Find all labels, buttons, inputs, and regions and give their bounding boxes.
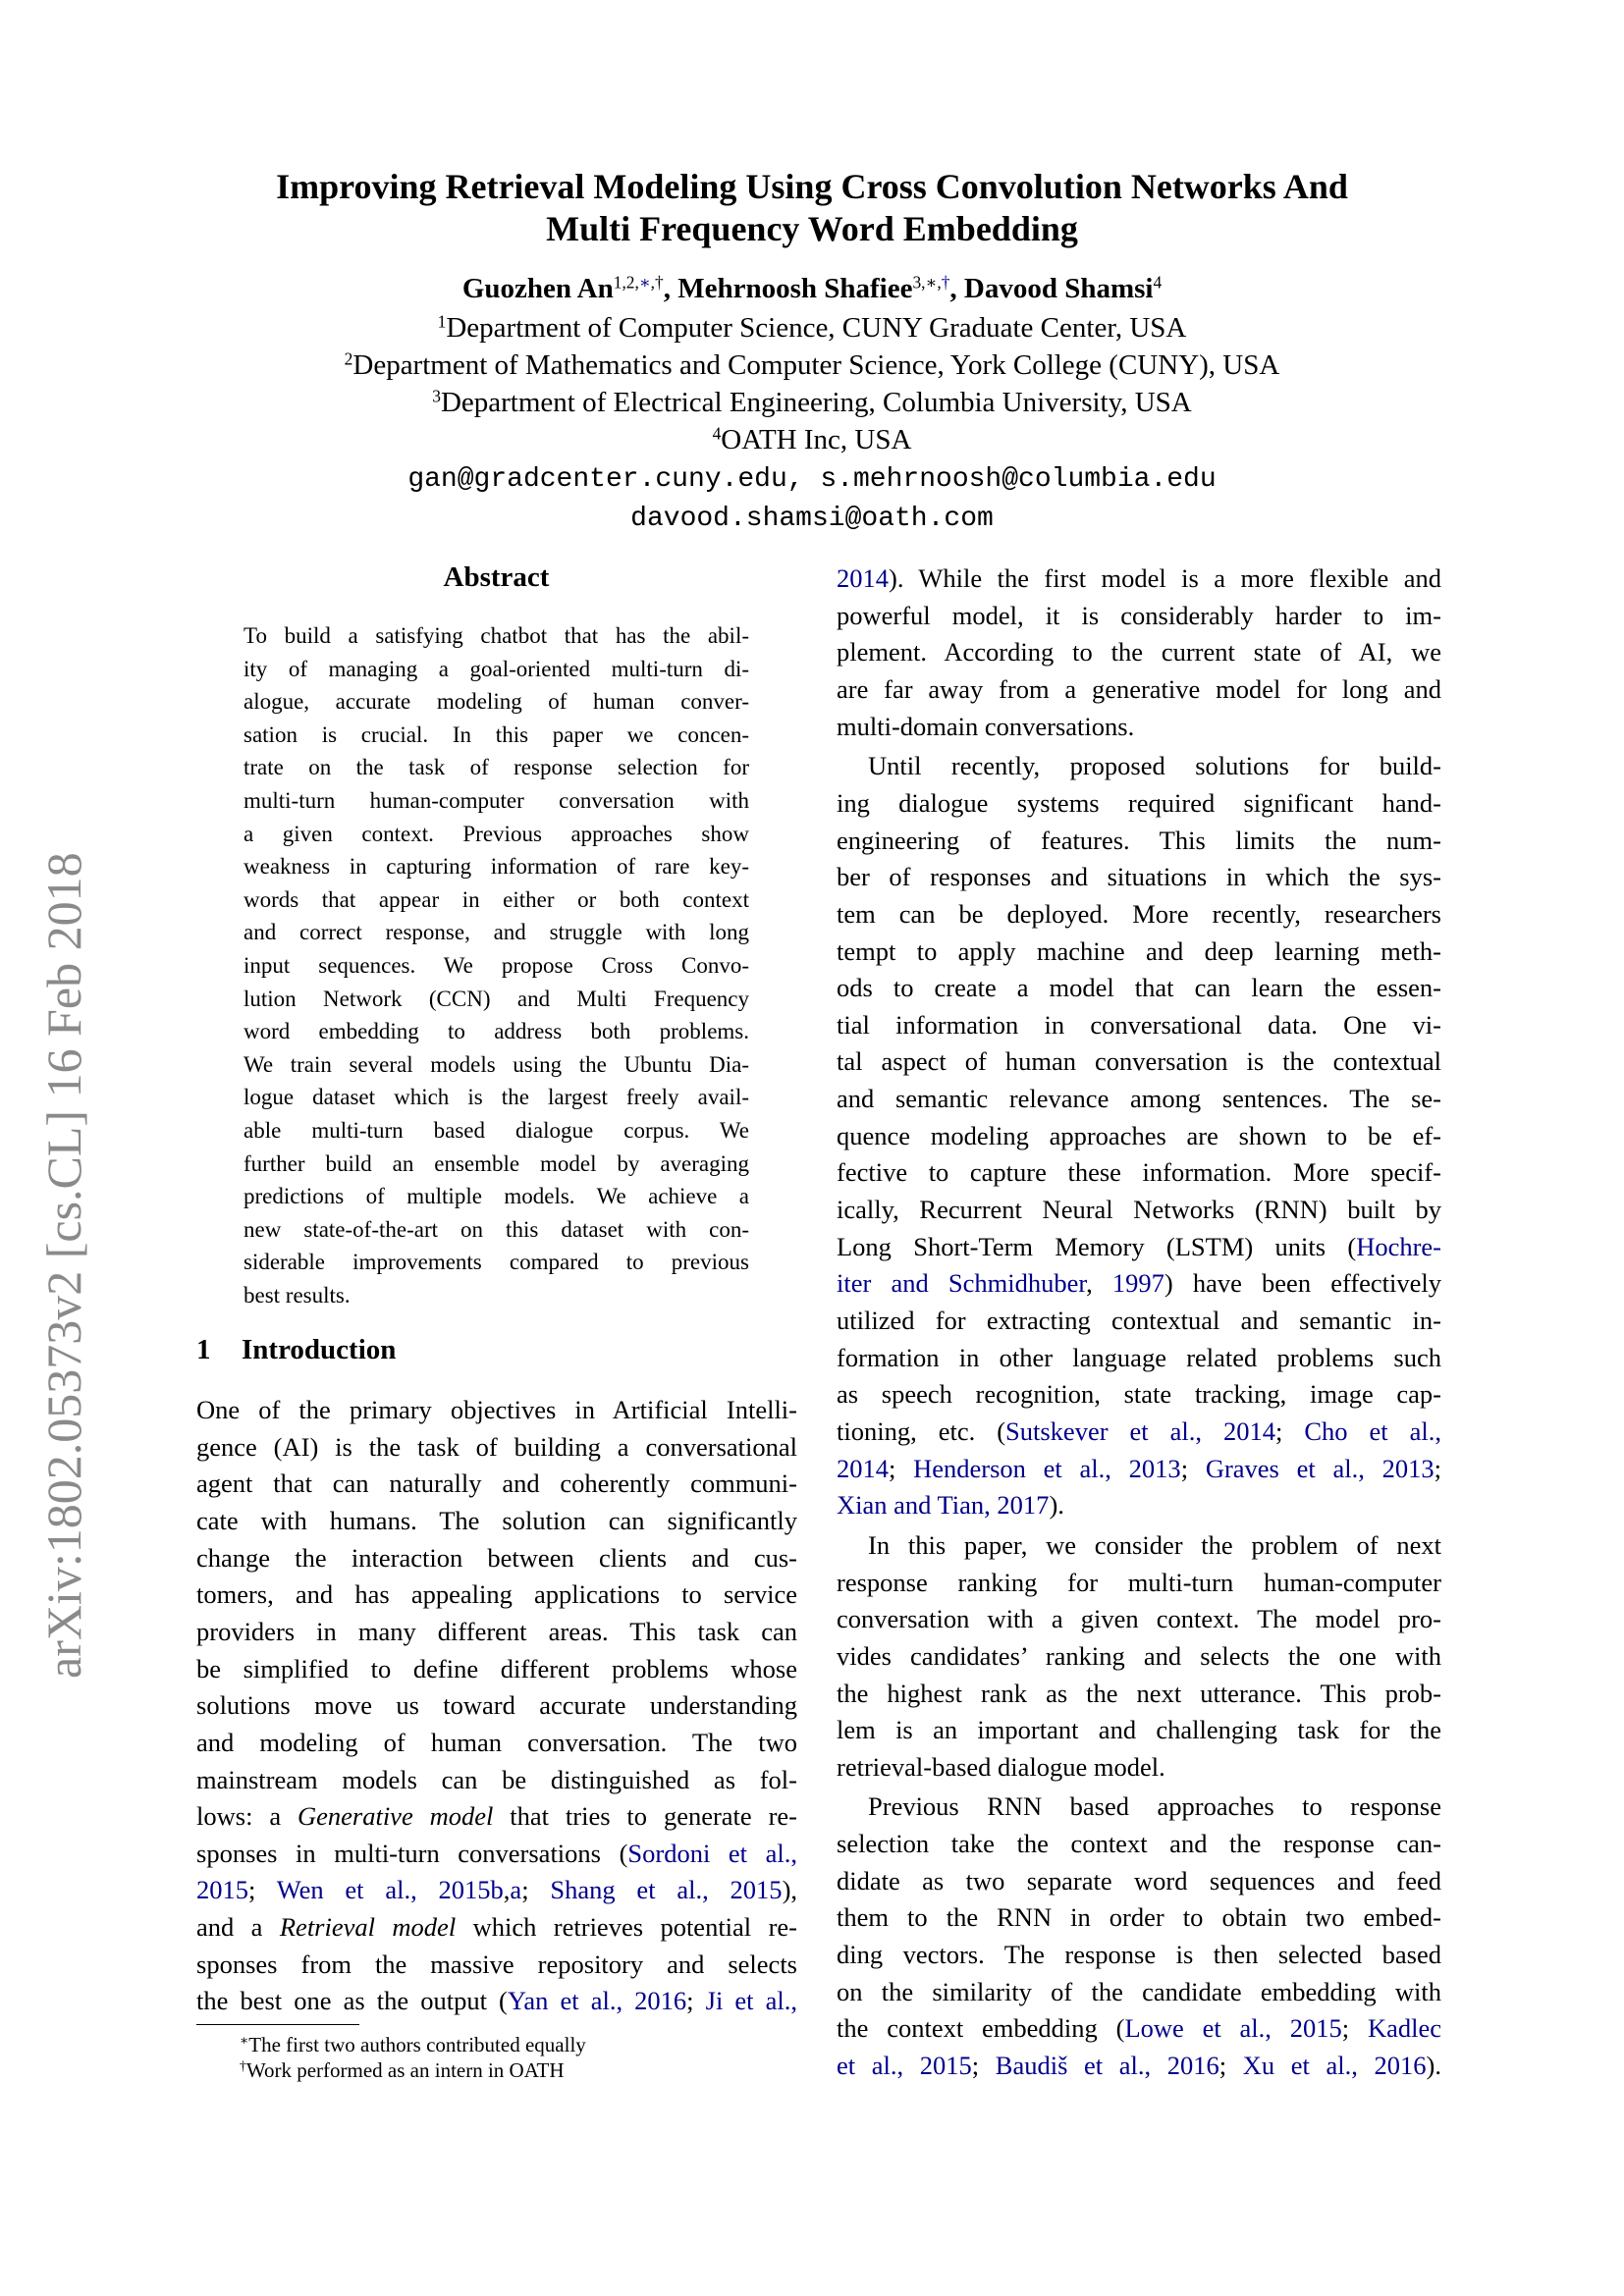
text-line — [837, 1415, 1441, 1447]
abstract-line: We train several models using the Ubuntu Dia- — [244, 1051, 749, 1077]
text-segment: sponses in multi-turn conversations ( — [196, 1838, 628, 1868]
text-line — [837, 636, 1441, 667]
text-segment: conversation with a given context. The model pro- — [837, 1604, 1441, 1634]
affiliation-3: $^3$Department of Electrical Engineering, Columbia University, USA — [432, 386, 1192, 418]
text-segment: ; — [971, 2051, 996, 2080]
author-affiliation-marks: 3,∗,† — [912, 272, 950, 293]
email-line-1: gan@gradcenter.cuny.edu, s.mehrnoosh@columbia.edu — [407, 464, 1217, 495]
paper-title-line-2: Multi Frequency Word Embedding — [546, 209, 1078, 248]
text-segment: ; — [521, 1875, 551, 1905]
citation-link[interactable]: 2014 — [837, 1453, 889, 1483]
abstract-heading: Abstract — [443, 561, 550, 593]
text-segment: lows: a — [196, 1801, 298, 1832]
text-segment: Long Short-Term Memory (LSTM) units ( — [837, 1231, 1357, 1261]
text-line — [837, 1529, 1441, 1561]
text-line — [837, 1790, 1441, 1822]
author-affiliation-marks: 4 — [1153, 272, 1163, 293]
text-segment: cate with humans. The solution can significantly — [196, 1505, 797, 1535]
text-line — [837, 1083, 1441, 1114]
abstract-line: a given context. Previous approaches show — [244, 821, 749, 846]
text-line — [837, 1939, 1441, 1970]
citation-link[interactable]: Kadlec — [1367, 2013, 1442, 2044]
text-line — [837, 1305, 1441, 1336]
text-line — [196, 1764, 797, 1795]
text-segment: ; — [1274, 1415, 1305, 1446]
text-line — [837, 562, 1441, 594]
text-line — [196, 1542, 797, 1574]
text-line — [837, 1231, 1441, 1262]
text-line — [837, 972, 1441, 1003]
footnote-2: †Work performed as an intern in OATH — [240, 2058, 565, 2082]
abstract-line: words that appear in either or both context — [244, 886, 749, 912]
text-line — [196, 1505, 797, 1536]
abstract-line: siderable improvements compared to previous — [244, 1250, 749, 1275]
abstract-line: word embedding to address both problems. — [244, 1019, 749, 1044]
text-segment: on the similarity of the candidate embedding with — [837, 1976, 1441, 2006]
text-line — [837, 898, 1441, 930]
text-line — [837, 1194, 1441, 1225]
text-line — [837, 825, 1441, 856]
text-segment: , — [1086, 1268, 1112, 1299]
text-segment: tal aspect of human conversation is the contextual — [837, 1046, 1441, 1077]
text-segment: change the interaction between clients and cus- — [196, 1542, 797, 1573]
affiliation-1: $^1$Department of Computer Science, CUNY Graduate Center, USA — [437, 311, 1187, 344]
author-name: Davood Shamsi — [963, 273, 1154, 304]
text-line — [837, 1603, 1441, 1634]
text-segment: tempt to apply machine and deep learning meth- — [837, 935, 1441, 966]
text-segment: plement. According to the current state of AI, we — [837, 637, 1441, 667]
citation-link[interactable]: 2015 — [196, 1875, 248, 1905]
paper-title-line-1: Improving Retrieval Modeling Using Cross Convolution Networks And — [276, 167, 1348, 206]
text-line — [837, 750, 1441, 781]
text-segment: ically, Recurrent Neural Networks (RNN) built by — [837, 1195, 1441, 1225]
text-line — [196, 1949, 797, 1980]
text-segment: them to the RNN in order to obtain two embed- — [837, 1902, 1441, 1933]
abstract-line: able multi-turn based dialogue corpus. We — [244, 1118, 749, 1143]
abstract-line: and correct response, and struggle with long — [244, 920, 749, 945]
citation-link[interactable]: Baudiš et al., 2016 — [995, 2051, 1219, 2080]
abstract-line: best results. — [244, 1283, 351, 1308]
text-line — [837, 1453, 1441, 1484]
citation-link[interactable]: a — [510, 1875, 522, 1905]
text-line — [837, 1828, 1441, 1859]
citation-link[interactable]: Graves et al., 2013 — [1205, 1453, 1435, 1483]
citation-link[interactable]: Sordoni et al., — [627, 1838, 797, 1868]
text-line — [837, 1009, 1441, 1041]
text-line — [196, 1394, 797, 1425]
text-line — [837, 673, 1441, 705]
affiliation-2: $^2$Department of Mathematics and Computer Science, York College (CUNY), USA — [344, 348, 1280, 381]
author-list: Guozhen $An^{1,2,∗,\dagger}$, Mehrnoosh Shafiee$^{3,∗,\dagger}$, Davood Shamsi$^4$ — [461, 272, 1163, 304]
text-segment: tial information in conversational data. One vi- — [837, 1009, 1441, 1040]
text-segment: the best one as the output ( — [196, 1986, 508, 2016]
citation-link[interactable]: Shang et al., 2015 — [550, 1875, 783, 1905]
text-line — [196, 1578, 797, 1610]
text-segment: tomers, and has appealing applications to service — [196, 1579, 797, 1610]
text-segment: utilized for extracting contextual and semantic in- — [837, 1306, 1441, 1335]
text-line — [196, 1911, 797, 1943]
text-line — [837, 1567, 1441, 1598]
text-segment: tioning, etc. ( — [837, 1415, 1006, 1446]
text-segment: the highest rank as the next utterance. This prob- — [837, 1678, 1441, 1708]
text-line — [837, 1865, 1441, 1896]
text-line — [837, 1045, 1441, 1077]
text-segment: ; — [1341, 2013, 1368, 2044]
text-segment: fective to capture these information. More specif- — [837, 1157, 1441, 1188]
text-segment: ) have been effectively — [1164, 1268, 1442, 1299]
text-line — [196, 1468, 797, 1499]
abstract-line: alogue, accurate modeling of human conver- — [244, 689, 749, 715]
author-affiliation-marks: 1,2,∗,† — [613, 272, 664, 293]
text-segment: mainstream models can be distinguished as fol- — [196, 1764, 797, 1794]
citation-link[interactable]: Cho et al., — [1304, 1415, 1441, 1446]
text-segment: didate as two separate word sequences and feed — [837, 1865, 1441, 1896]
citation-link[interactable]: Sutskever et al., 2014 — [1005, 1415, 1275, 1446]
text-line — [196, 1616, 797, 1647]
text-segment: vides candidates’ ranking and selects the one with — [837, 1640, 1441, 1671]
text-line — [837, 1751, 1441, 1783]
text-line — [196, 1985, 797, 2016]
citation-link[interactable]: Yan et al., 2016 — [507, 1986, 687, 2016]
abstract-line: logue dataset which is the largest freely avail- — [244, 1085, 749, 1110]
text-segment: be simplified to define different problems whose — [196, 1653, 797, 1683]
text-line — [196, 1431, 797, 1463]
citation-link[interactable]: Xian and Tian, 2017 — [837, 1490, 1050, 1521]
emphasis-text: Retrieval model — [279, 1912, 457, 1943]
text-segment: and a — [196, 1912, 280, 1943]
emphasis-text: Generative model — [297, 1801, 494, 1832]
citation-link[interactable]: 1997 — [1111, 1268, 1164, 1299]
citation-link[interactable]: iter and Schmidhuber — [837, 1268, 1087, 1299]
text-segment: retrieval-based dialogue model. — [837, 1751, 1165, 1782]
text-line — [837, 2012, 1441, 2044]
text-segment: Previous RNN based approaches to response — [868, 1791, 1441, 1822]
text-segment: In this paper, we consider the problem of next — [868, 1529, 1441, 1560]
text-segment: ; — [1180, 1453, 1206, 1483]
text-segment: tem can be deployed. More recently, researchers — [837, 898, 1441, 929]
text-segment: the context embedding ( — [837, 2013, 1125, 2044]
arxiv-stamp: arXiv:1802.05373v2 [cs.CL] 16 Feb 2018 — [36, 852, 91, 1679]
text-line — [837, 711, 1441, 742]
text-segment: which retrieves potential re- — [456, 1912, 797, 1943]
footnote-link[interactable]: † — [941, 272, 950, 293]
text-line — [837, 861, 1441, 892]
text-line — [837, 1714, 1441, 1745]
text-line — [837, 1901, 1441, 1933]
citation-link[interactable]: Lowe et al., 2015 — [1124, 2013, 1342, 2044]
text-line — [837, 1678, 1441, 1709]
citation-link[interactable]: et al., 2015 — [837, 2051, 972, 2080]
footnote-link[interactable]: ∗ — [638, 272, 651, 293]
abstract-line: further build an ensemble model by averaging — [244, 1150, 749, 1176]
text-segment: selection take the context and the response can- — [837, 1829, 1441, 1859]
text-segment: powerful model, it is considerably harder to im- — [837, 600, 1441, 630]
text-segment: sponses from the massive repository and selects — [196, 1949, 797, 1979]
text-segment: ; — [1218, 2051, 1243, 2080]
text-segment: ing dialogue systems required significant hand- — [837, 787, 1441, 818]
citation-link[interactable]: Xu et al., 2016 — [1242, 2051, 1427, 2080]
abstract-line: input sequences. We propose Cross Convo- — [244, 953, 749, 978]
text-line — [837, 1120, 1441, 1151]
text-segment: ; — [889, 1453, 914, 1483]
text-segment: and semantic relevance among sentences. The se- — [837, 1084, 1441, 1114]
abstract-line: predictions of multiple models. We achieve a — [244, 1184, 749, 1209]
text-line — [837, 935, 1441, 967]
text-line — [837, 1489, 1441, 1521]
text-segment: are far away from a generative model for long and — [837, 673, 1441, 704]
abstract-line: lution Network (CCN) and Multi Frequency — [244, 986, 749, 1011]
section-title: Introduction — [242, 1334, 397, 1365]
text-segment: Until recently, proposed solutions for build- — [868, 751, 1441, 781]
text-segment: ). — [1426, 2051, 1441, 2080]
text-segment: solutions move us toward accurate understanding — [196, 1690, 797, 1721]
text-segment: ods to create a model that can learn the essen- — [837, 973, 1441, 1003]
abstract-line: ity of managing a goal-oriented multi-turn di- — [244, 656, 749, 681]
text-segment: as speech recognition, state tracking, image cap- — [837, 1379, 1441, 1410]
text-segment: providers in many different areas. This task can — [196, 1616, 797, 1646]
text-line — [837, 1156, 1441, 1188]
citation-link[interactable]: Wen et al., 2015b — [276, 1875, 504, 1905]
text-segment: gence (AI) is the task of building a conversational — [196, 1431, 797, 1462]
citation-link[interactable]: Ji et al., — [705, 1986, 797, 2016]
citation-link[interactable]: 2014 — [837, 563, 889, 593]
text-segment: that tries to generate re- — [493, 1801, 797, 1832]
citation-link[interactable]: Henderson et al., 2013 — [913, 1453, 1181, 1483]
text-line — [837, 1976, 1441, 2007]
author-name: Guozhen An — [461, 273, 614, 304]
text-line — [837, 1640, 1441, 1672]
text-line — [196, 1727, 797, 1758]
abstract-line: To build a satisfying chatbot that has the abil- — [244, 623, 749, 648]
text-segment: ber of responses and situations in which the sys- — [837, 862, 1441, 892]
text-line — [837, 600, 1441, 631]
abstract-line: trate on the task of response selection for — [244, 755, 749, 780]
text-segment: quence modeling approaches are shown to be ef- — [837, 1120, 1441, 1150]
text-line — [837, 1378, 1441, 1410]
abstract-line: multi-turn human-computer conversation with — [244, 788, 749, 813]
text-segment: ding vectors. The response is then selected based — [837, 1940, 1441, 1970]
text-line — [837, 1267, 1441, 1299]
text-segment: One of the primary objectives in Artificial Intelli- — [196, 1395, 797, 1424]
footnote-rule — [196, 2024, 359, 2025]
text-segment: ; — [1434, 1453, 1441, 1483]
text-line — [837, 1342, 1441, 1373]
section-heading-introduction — [196, 1332, 396, 1367]
footnote-1: ∗The first two authors contributed equally — [240, 2033, 586, 2056]
text-segment: ). While the first model is a more flexible and — [889, 563, 1441, 593]
abstract-line: sation is crucial. In this paper we concen- — [244, 721, 749, 747]
text-segment: response ranking for multi-turn human-computer — [837, 1567, 1441, 1597]
text-segment: multi-domain conversations. — [837, 711, 1135, 741]
text-segment: ), — [782, 1875, 798, 1905]
text-line — [196, 1874, 797, 1905]
abstract-line: weakness in capturing information of rare key- — [244, 854, 749, 880]
text-segment: agent that can naturally and coherently communi- — [196, 1468, 797, 1499]
text-line — [196, 1838, 797, 1869]
section-number: 1 — [196, 1334, 211, 1365]
text-segment: engineering of features. This limits the num- — [837, 825, 1441, 855]
citation-link[interactable]: Hochre- — [1356, 1231, 1441, 1261]
abstract-line: new state-of-the-art on this dataset with con- — [244, 1216, 749, 1242]
text-line — [837, 787, 1441, 819]
text-line — [196, 1653, 797, 1684]
text-segment: lem is an important and challenging task for the — [837, 1715, 1441, 1745]
text-segment: , — [503, 1875, 511, 1905]
text-line — [196, 1689, 797, 1721]
affiliation-4: $^4$OATH Inc, USA — [712, 423, 912, 455]
text-segment: formation in other language related problems such — [837, 1342, 1441, 1372]
author-name: Mehrnoosh Shafiee — [677, 273, 913, 304]
email-line-2: davood.shamsi@oath.com — [630, 504, 994, 534]
text-segment: ). — [1049, 1490, 1064, 1521]
text-segment: ; — [248, 1875, 277, 1905]
text-segment: and modeling of human conversation. The two — [196, 1727, 797, 1757]
text-line — [837, 2050, 1441, 2081]
text-line — [196, 1800, 797, 1832]
text-segment: ; — [686, 1986, 706, 2016]
